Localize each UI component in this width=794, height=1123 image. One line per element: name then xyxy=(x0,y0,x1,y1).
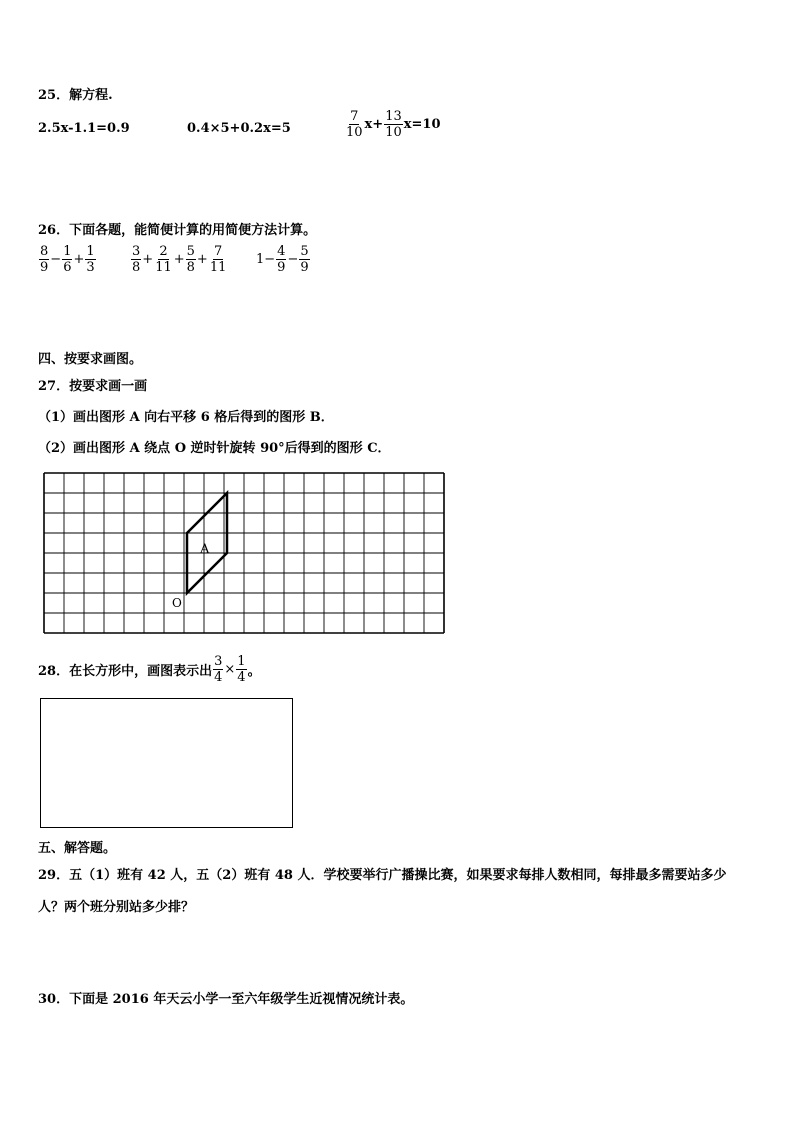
fraction: $\frac{8}{9}$ xyxy=(40,244,49,275)
q25-title: 25．解方程. xyxy=(38,88,113,103)
q26-expression-1 xyxy=(38,244,97,275)
q29-line-2: 人？两个班分别站多少排？ xyxy=(38,900,195,915)
operator: 1− xyxy=(256,252,276,267)
fraction: $\frac{5}{8}$ xyxy=(186,244,195,275)
q25-equation-2: 0.4×5+0.2x=5 xyxy=(187,121,291,136)
operator: + xyxy=(196,252,208,267)
q25-eq3-tail: x=10 xyxy=(403,117,441,132)
label-a: A xyxy=(200,542,210,557)
operator: × xyxy=(224,662,236,677)
q26-expression-3 xyxy=(256,244,311,275)
section-4-heading: 四、按要求画图。 xyxy=(38,352,143,367)
fraction: $\frac{7}{11}$ xyxy=(209,244,227,275)
fraction: $\frac{1}{6}$ xyxy=(63,244,72,275)
q25-eq3-mid: x+ xyxy=(364,117,384,132)
q28-title xyxy=(38,654,261,685)
q28-drawing-rectangle[interactable] xyxy=(40,698,293,828)
q27-grid-figure[interactable] xyxy=(40,469,450,639)
fraction: $\frac{7}{10}$ xyxy=(346,109,363,140)
fraction: $\frac{1}{3}$ xyxy=(86,244,95,275)
q27-title: 27．按要求画一画 xyxy=(38,379,148,394)
fraction: $\frac{2}{11}$ xyxy=(155,244,172,275)
fraction: $\frac{4}{9}$ xyxy=(277,244,286,275)
q28-suffix: 。 xyxy=(247,664,261,679)
q29-line-1: 29．五（1）班有 42 人，五（2）班有 48 人．学校要举行广播操比赛，如果要求每排人数相同，每排最多需要站多少 xyxy=(38,868,727,883)
q30-title: 30．下面是 2016 年天云小学一至六年级学生近视情况统计表。 xyxy=(38,992,414,1007)
operator: − xyxy=(50,252,62,267)
q28-prefix: 28．在长方形中，画图表示出 xyxy=(38,664,213,679)
grid-lines xyxy=(44,473,444,633)
q26-expression-2 xyxy=(130,244,228,275)
q26-title: 26．下面各题，能简便计算的用简便方法计算。 xyxy=(38,223,317,238)
fraction: $\frac{3}{8}$ xyxy=(132,244,141,275)
q27-part-1: （1）画出图形 A 向右平移 6 格后得到的图形 B． xyxy=(38,410,334,425)
operator: − xyxy=(287,252,299,267)
fraction: $\frac{3}{4}$ xyxy=(214,654,223,685)
q25-equation-3 xyxy=(344,109,440,140)
section-5-heading: 五、解答题。 xyxy=(38,841,117,856)
q25-equation-1: 2.5x-1.1=0.9 xyxy=(38,121,130,136)
fraction: $\frac{1}{4}$ xyxy=(237,654,246,685)
fraction: $\frac{5}{9}$ xyxy=(300,244,309,275)
operator: + xyxy=(173,252,185,267)
fraction: $\frac{13}{10}$ xyxy=(385,109,402,140)
q27-part-2: （2）画出图形 A 绕点 O 逆时针旋转 90°后得到的图形 C． xyxy=(38,441,391,456)
operator: + xyxy=(73,252,85,267)
operator: + xyxy=(142,252,154,267)
label-o: O xyxy=(172,596,182,610)
